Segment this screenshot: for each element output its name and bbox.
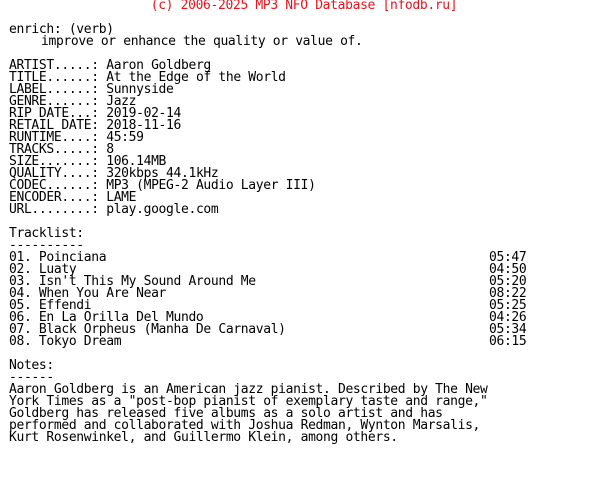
tracklist-rule: ---------- — [9, 238, 84, 253]
track-time: 05:25 — [489, 298, 527, 313]
info-row-label: LABEL......: Sunnyside — [9, 82, 174, 97]
notes-line: performed and collaborated with Joshua Redman, Wynton Marsalis, — [9, 418, 481, 433]
track-time: 04:50 — [489, 262, 527, 277]
track-row: 01. Poinciana — [9, 250, 107, 265]
track-row: 03. Isn't This My Sound Around Me — [9, 274, 256, 289]
track-row: 05. Effendi — [9, 298, 92, 313]
track-time: 08:22 — [489, 286, 527, 301]
track-time: 06:15 — [489, 334, 527, 349]
track-time: 04:26 — [489, 310, 527, 325]
track-row: 06. En La Orilla Del Mundo — [9, 310, 204, 325]
notes-line: York Times as a "post-bop pianist of exemplary taste and range," — [9, 394, 488, 409]
info-row-quality: QUALITY....: 320kbps 44.1kHz — [9, 166, 219, 181]
info-row-url: URL........: play.google.com — [9, 202, 219, 217]
info-row-genre: GENRE......: Jazz — [9, 94, 137, 109]
info-row-encoder: ENCODER....: LAME — [9, 190, 137, 205]
definition-meaning: improve or enhance the quality or value of. — [41, 34, 363, 49]
notes-line: Goldberg has released five albums as a solo artist and has — [9, 406, 443, 421]
notes-heading: Notes: — [9, 358, 54, 373]
notes-rule: ------ — [9, 370, 54, 385]
info-row-codec: CODEC......: MP3 (MPEG-2 Audio Layer III) — [9, 178, 316, 193]
track-time: 05:47 — [489, 250, 527, 265]
info-row-rip-date: RIP DATE...: 2019-02-14 — [9, 106, 181, 121]
track-time: 05:34 — [489, 322, 527, 337]
track-time: 05:20 — [489, 274, 527, 289]
info-row-retail-date: RETAIL DATE: 2018-11-16 — [9, 118, 181, 133]
track-row: 07. Black Orpheus (Manha De Carnaval) — [9, 322, 286, 337]
tracklist-heading: Tracklist: — [9, 226, 84, 241]
track-row: 08. Tokyo Dream — [9, 334, 122, 349]
track-row: 04. When You Are Near — [9, 286, 167, 301]
definition-term: enrich: (verb) — [9, 22, 114, 37]
track-row: 02. Luaty — [9, 262, 77, 277]
info-row-artist: ARTIST.....: Aaron Goldberg — [9, 58, 211, 73]
info-row-size: SIZE.......: 106.14MB — [9, 154, 167, 169]
info-row-runtime: RUNTIME....: 45:59 — [9, 130, 144, 145]
notes-line: Kurt Rosenwinkel, and Guillermo Klein, among others. — [9, 430, 398, 445]
info-row-title: TITLE......: At the Edge of the World — [9, 70, 286, 85]
info-row-tracks: TRACKS.....: 8 — [9, 142, 114, 157]
site-header: (c) 2006-2025 MP3 NFO Database [nfodb.ru] — [150, 0, 458, 13]
notes-line: Aaron Goldberg is an American jazz pianist. Described by The New — [9, 382, 488, 397]
